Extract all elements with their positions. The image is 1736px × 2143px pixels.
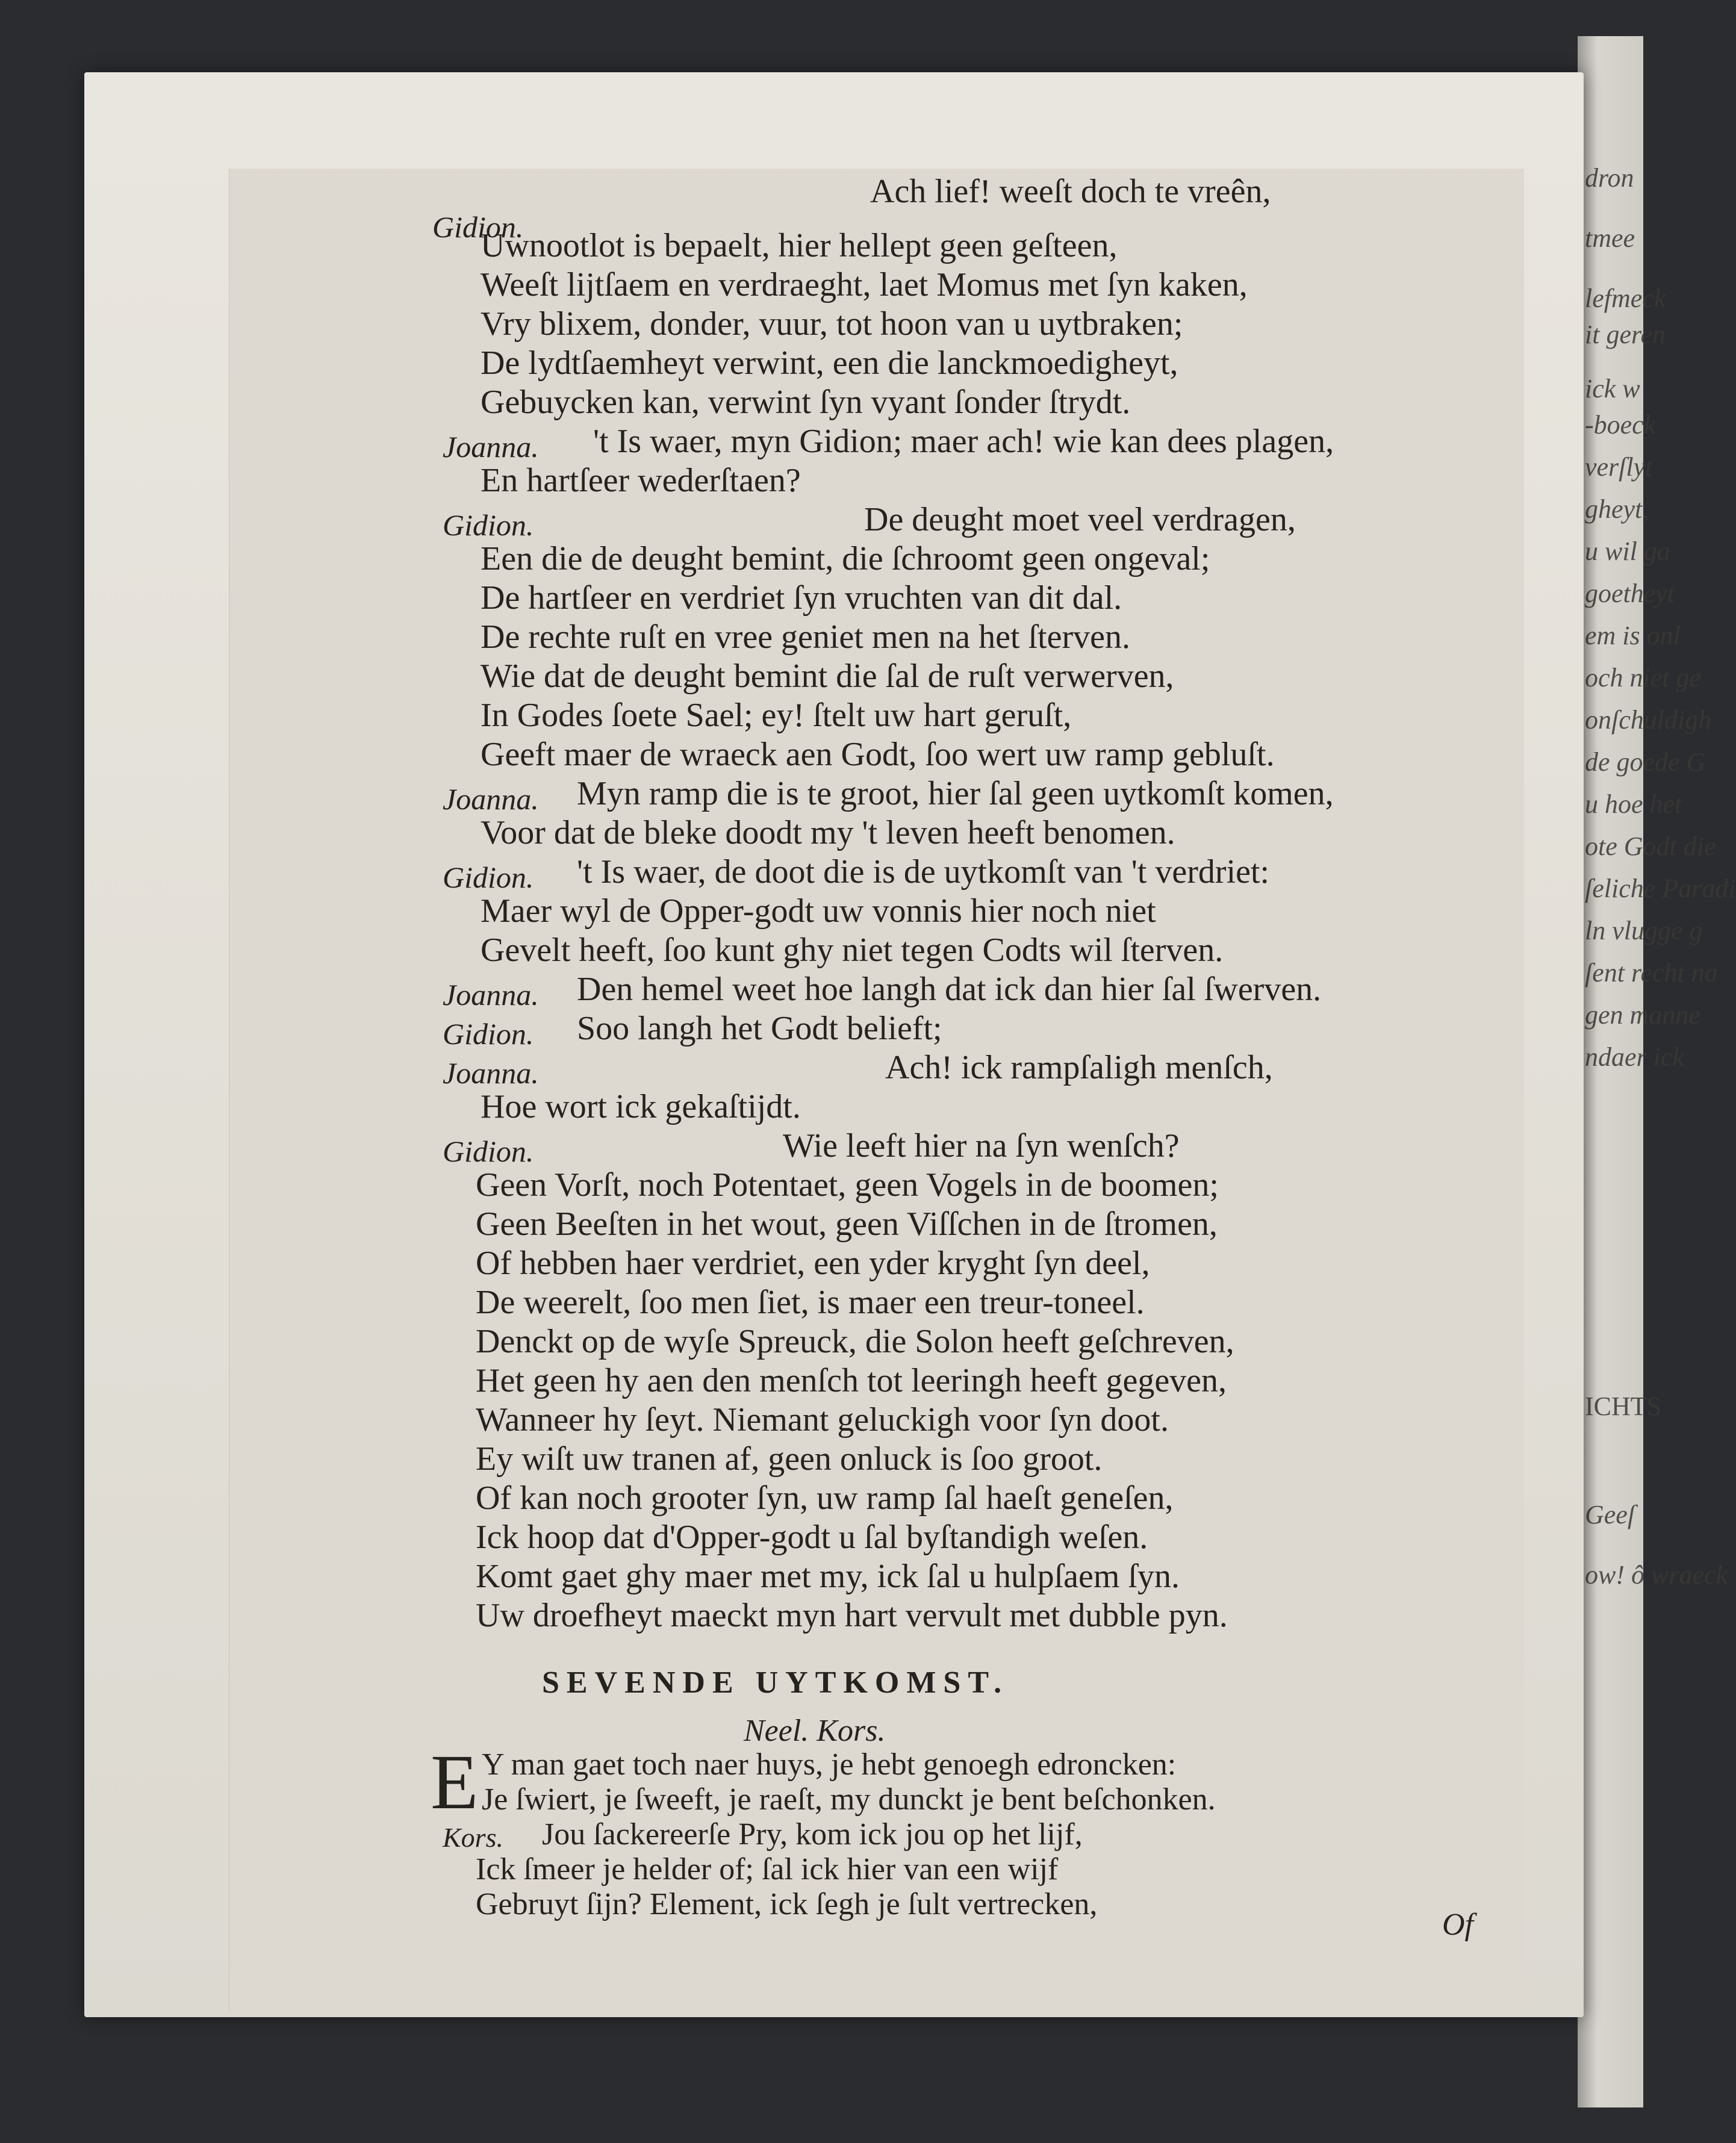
- verse-line: Den hemel weet hoe langh dat ick dan hier ſal ſwerven.: [577, 971, 1322, 1008]
- verse-line: Wanneer hy ſeyt. Niemant geluckigh voor ſyn doot.: [476, 1401, 1169, 1439]
- verse-line: Gebuycken kan, verwint ſyn vyant ſonder ſtrydt.: [481, 384, 1131, 421]
- verse-line: Ach! ick rampſaligh menſch,: [885, 1049, 1273, 1086]
- facing-fragment: tmee: [1585, 223, 1635, 253]
- verse-line: Gevelt heeft, ſoo kunt ghy niet tegen Codts wil ſterven.: [481, 932, 1224, 969]
- verse-line: Of hebben haer verdriet, een yder kryght ſyn deel,: [476, 1245, 1150, 1282]
- facing-page: [1578, 36, 1736, 2107]
- verse-line: Geen Beeſten in het wout, geen Viſſchen in de ſtromen,: [476, 1205, 1218, 1243]
- verse-line: De hartſeer en verdriet ſyn vruchten van dit dal.: [481, 579, 1122, 617]
- verse-line: Of kan noch grooter ſyn, uw ramp ſal haeſt geneſen,: [476, 1479, 1174, 1517]
- facing-fragment: em is onl: [1585, 621, 1681, 650]
- verse-line: Myn ramp die is te groot, hier ſal geen uytkomſt komen,: [577, 775, 1334, 812]
- verse-line: 't Is waer, myn Gidion; maer ach! wie kan dees plagen,: [593, 423, 1334, 460]
- facing-fragment: och niet ge: [1585, 663, 1702, 692]
- verse-line: Uwnootlot is bepaelt, hier hellept geen geſteen,: [481, 227, 1118, 264]
- verse-line: Wie leeft hier na ſyn wenſch?: [783, 1127, 1180, 1165]
- facing-fragment: ln vlugge g: [1585, 916, 1703, 945]
- facing-fragment: ſent recht na: [1585, 958, 1718, 988]
- verse-line: In Godes ſoete Sael; ey! ſtelt uw hart geruſt,: [481, 697, 1072, 734]
- verse-line: 't Is waer, de doot die is de uytkomſt van 't verdriet:: [577, 853, 1270, 891]
- facing-fragment: dron: [1585, 163, 1634, 193]
- verse-line: Geen Vorſt, noch Potentaet, geen Vogels in de boomen;: [476, 1166, 1219, 1204]
- verse-line: Weeſt lijtſaem en verdraeght, laet Momus met ſyn kaken,: [481, 266, 1248, 303]
- speaker-name: Joanna.: [443, 978, 539, 1012]
- verse-line: Hoe wort ick gekaſtijdt.: [481, 1088, 801, 1125]
- facing-fragment: ndaer ick: [1585, 1042, 1684, 1072]
- speaker-name: Gidion.: [432, 210, 524, 244]
- verse-line: Geeft maer de wraeck aen Godt, ſoo wert uw ramp gebluſt.: [481, 736, 1275, 773]
- speaker-name: Joanna.: [443, 1056, 539, 1090]
- facing-fragment: u hoe het: [1585, 789, 1682, 819]
- scene-heading: SEVENDE UYTKOMST.: [542, 1666, 1009, 1700]
- verse-line: Soo langh het Godt belieft;: [577, 1010, 942, 1047]
- verse-line: Ey wiſt uw tranen af, geen onluck is ſoo groot.: [476, 1440, 1103, 1478]
- verse-line: Het geen hy aen den menſch tot leeringh heeft gegeven,: [476, 1362, 1227, 1399]
- verse-line: De rechte ruſt en vree geniet men na het ſterven.: [481, 618, 1131, 656]
- verse-line: Ick hoop dat d'Opper-godt u ſal byſtandigh weſen.: [476, 1519, 1148, 1556]
- verse-line: De deught moet veel verdragen,: [864, 501, 1296, 538]
- scene-characters: Neel. Kors.: [744, 1714, 886, 1748]
- verse-line: Ach lief! weeſt doch te vreên,: [870, 173, 1271, 210]
- facing-fragment: ow! ô wraeck: [1585, 1560, 1728, 1590]
- verse-line: Vry blixem, donder, vuur, tot hoon van u uytbraken;: [481, 305, 1183, 343]
- verse-line: Je ſwiert, je ſweeft, je raeſt, my dunckt je bent beſchonken.: [482, 1782, 1216, 1817]
- speaker-name: Gidion.: [443, 860, 534, 894]
- speaker-name: Gidion.: [443, 1134, 534, 1168]
- facing-fragment: ICHTS: [1585, 1392, 1662, 1421]
- verse-line: Een die de deught bemint, die ſchroomt geen ongeval;: [481, 540, 1210, 577]
- verse-line: Y man gaet toch naer huys, je hebt genoegh edroncken:: [482, 1747, 1177, 1782]
- speaker-name: Gidion.: [443, 1017, 534, 1051]
- speaker-name: Gidion.: [443, 508, 534, 542]
- facing-fragment: goetheyt: [1585, 579, 1675, 608]
- facing-fragment: lefmeck: [1585, 284, 1666, 313]
- speaker-name: Kors.: [443, 1822, 503, 1853]
- facing-fragment: gheyt,: [1585, 494, 1649, 524]
- verse-line: Gebruyt ſijn? Element, ick ſegh je ſult vertrecken,: [476, 1887, 1098, 1921]
- facing-fragment: ote Godt die: [1585, 832, 1716, 861]
- facing-fragment: it geren: [1585, 320, 1666, 349]
- speaker-name: Joanna.: [443, 782, 539, 816]
- verse-line: Voor dat de bleke doodt my 't leven heeft benomen.: [481, 814, 1175, 851]
- facing-fragment: onſchuldigh: [1585, 705, 1712, 735]
- catchword: Of: [1442, 1908, 1473, 1942]
- verse-line: Jou ſackereerſe Pry, kom ick jou op het lijf,: [542, 1817, 1083, 1852]
- drop-cap: E: [431, 1739, 479, 1826]
- facing-fragment: ſeliche Paradi: [1585, 874, 1736, 903]
- verse-line: De weerelt, ſoo men ſiet, is maer een treur-toneel.: [476, 1284, 1145, 1321]
- speaker-name: Joanna.: [443, 430, 539, 464]
- facing-fragment: -boeck: [1585, 410, 1656, 440]
- verse-line: Uw droefheyt maeckt myn hart vervult met dubble pyn.: [476, 1597, 1228, 1634]
- verse-line: En hartſeer wederſtaen?: [481, 462, 801, 499]
- verse-line: De lydtſaemheyt verwint, een die lanckmoedigheyt,: [481, 344, 1178, 382]
- facing-fragment: gen manne: [1585, 1000, 1700, 1030]
- facing-fragment: ick w: [1585, 374, 1640, 403]
- verse-line: Ick ſmeer je helder of; ſal ick hier van een wijf: [476, 1852, 1059, 1886]
- verse-line: Wie dat de deught bemint die ſal de ruſt verwerven,: [481, 658, 1174, 695]
- verse-line: Maer wyl de Opper-godt uw vonnis hier noch niet: [481, 892, 1156, 930]
- facing-fragment: verſlyt: [1585, 452, 1653, 482]
- facing-fragment: de goede G: [1585, 747, 1706, 777]
- verse-line: Denckt op de wyſe Spreuck, die Solon heeft geſchreven,: [476, 1323, 1234, 1360]
- facing-fragment: Geeſ: [1585, 1500, 1635, 1529]
- facing-fragment: u wil ga: [1585, 537, 1670, 566]
- verse-line: Komt gaet ghy maer met my, ick ſal u hulpſaem ſyn.: [476, 1558, 1180, 1595]
